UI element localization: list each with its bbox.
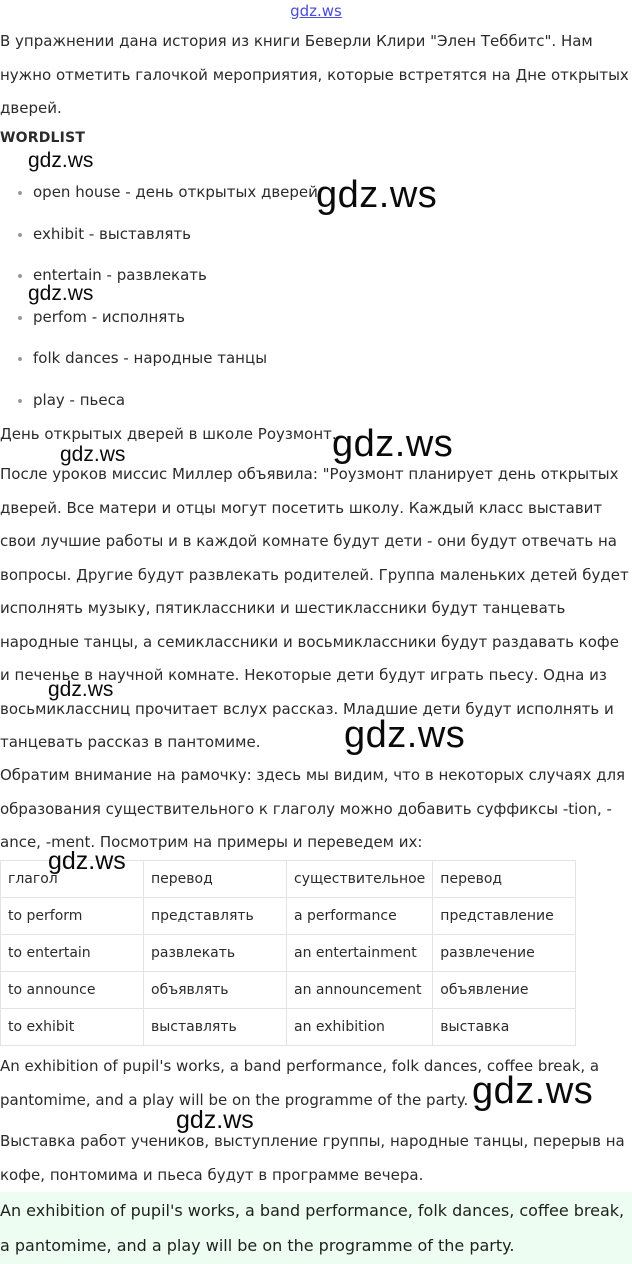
- table-header-cell: перевод: [433, 861, 576, 898]
- table-header-cell: глагол: [1, 861, 144, 898]
- wordlist-item: perfom - исполнять: [18, 299, 318, 341]
- watermark-small: gdz.ws: [28, 282, 94, 305]
- story-title: День открытых дверей в школе Роузмонт.: [0, 425, 337, 443]
- vocabulary-table: [0, 860, 576, 1046]
- wordlist-item: open house - день открытых дверей: [18, 174, 318, 216]
- watermark-big: gdz.ws: [344, 714, 466, 756]
- frame-note-paragraph: Обратим внимание на рамочку: здесь мы видим, что в некоторых случаях для образования существительного к глаголу можно добавить суффиксы -tion, -ance, -ment. Посмотрим на примеры и переведем их:: [0, 766, 626, 851]
- watermark-big: gdz.ws: [472, 1070, 594, 1112]
- table-cell: объявление: [433, 972, 576, 1009]
- table-header-cell: существительное: [287, 861, 433, 898]
- wordlist-item: exhibit - выставлять: [18, 216, 318, 258]
- answer-english: An exhibition of pupil's works, a band performance, folk dances, coffee break, a pantomime, and a play will be on the programme of the party.: [0, 1057, 600, 1109]
- wordlist-item: play - пьеса: [18, 382, 318, 424]
- table-cell: выставлять: [144, 1009, 287, 1046]
- table-cell: to entertain: [1, 935, 144, 972]
- table-cell: to announce: [1, 972, 144, 1009]
- wordlist-heading: WORDLIST: [0, 130, 86, 146]
- table-cell: развлекать: [144, 935, 287, 972]
- wordlist-item: folk dances - народные танцы: [18, 340, 318, 382]
- answer-russian: Выставка работ учеников, выступление группы, народные танцы, перерыв на кофе, понтомима и пьеса будут в программе вечера.: [0, 1132, 625, 1184]
- table-row: [1, 898, 576, 935]
- table-cell: to perform: [1, 898, 144, 935]
- table-header-cell: перевод: [144, 861, 287, 898]
- watermark-big: gdz.ws: [316, 174, 438, 216]
- table-cell: объявлять: [144, 972, 287, 1009]
- top-watermark-link[interactable]: gdz.ws: [290, 2, 342, 20]
- watermark-big: gdz.ws: [332, 423, 454, 465]
- watermark-small: gdz.ws: [60, 443, 126, 466]
- table-cell: an exhibition: [287, 1009, 433, 1046]
- table-cell: to exhibit: [1, 1009, 144, 1046]
- table-cell: выставка: [433, 1009, 576, 1046]
- highlighted-answer-text: An exhibition of pupil's works, a band performance, folk dances, coffee break, a pantomime, and a play will be on the programme of the party.: [0, 1201, 625, 1255]
- table-cell: a performance: [287, 898, 433, 935]
- table-cell: an announcement: [287, 972, 433, 1009]
- table-row: [1, 1009, 576, 1046]
- wordlist-item: entertain - развлекать: [18, 257, 318, 299]
- table-cell: представление: [433, 898, 576, 935]
- table-cell: представлять: [144, 898, 287, 935]
- story-paragraph: После уроков миссис Миллер объявила: "Роузмонт планирует день открытых дверей. Все матери и отцы могут посетить школу. Каждый класс выставит свои лучшие работы и в каждой комнате будут дети - они будут отвечать на вопросы. Другие будут развлекать родителей. Группа маленьких детей будет исполнять музыку, пятиклассники и шестиклассники будут танцевать народные танцы, а семиклассники и восьмиклассники будут раздавать кофе и печенье в научной комнате. Некоторые дети будут играть пьесу. Одна из восьмиклассниц прочитает вслух рассказ. Младшие дети будут исполнять и танцевать рассказ в пантомиме.: [0, 465, 629, 751]
- watermark-small: gdz.ws: [176, 1106, 254, 1134]
- table-cell: развлечение: [433, 935, 576, 972]
- intro-paragraph: В упражнении дана история из книги Беверли Клири "Элен Теббитс". Нам нужно отметить галочкой мероприятия, которые встретятся на Дне открытых дверей.: [0, 32, 629, 117]
- table-row: [1, 935, 576, 972]
- watermark-small: gdz.ws: [48, 678, 114, 701]
- table-row: [1, 972, 576, 1009]
- table-cell: an entertainment: [287, 935, 433, 972]
- watermark-small: gdz.ws: [28, 149, 94, 172]
- watermark-small: gdz.ws: [48, 847, 126, 875]
